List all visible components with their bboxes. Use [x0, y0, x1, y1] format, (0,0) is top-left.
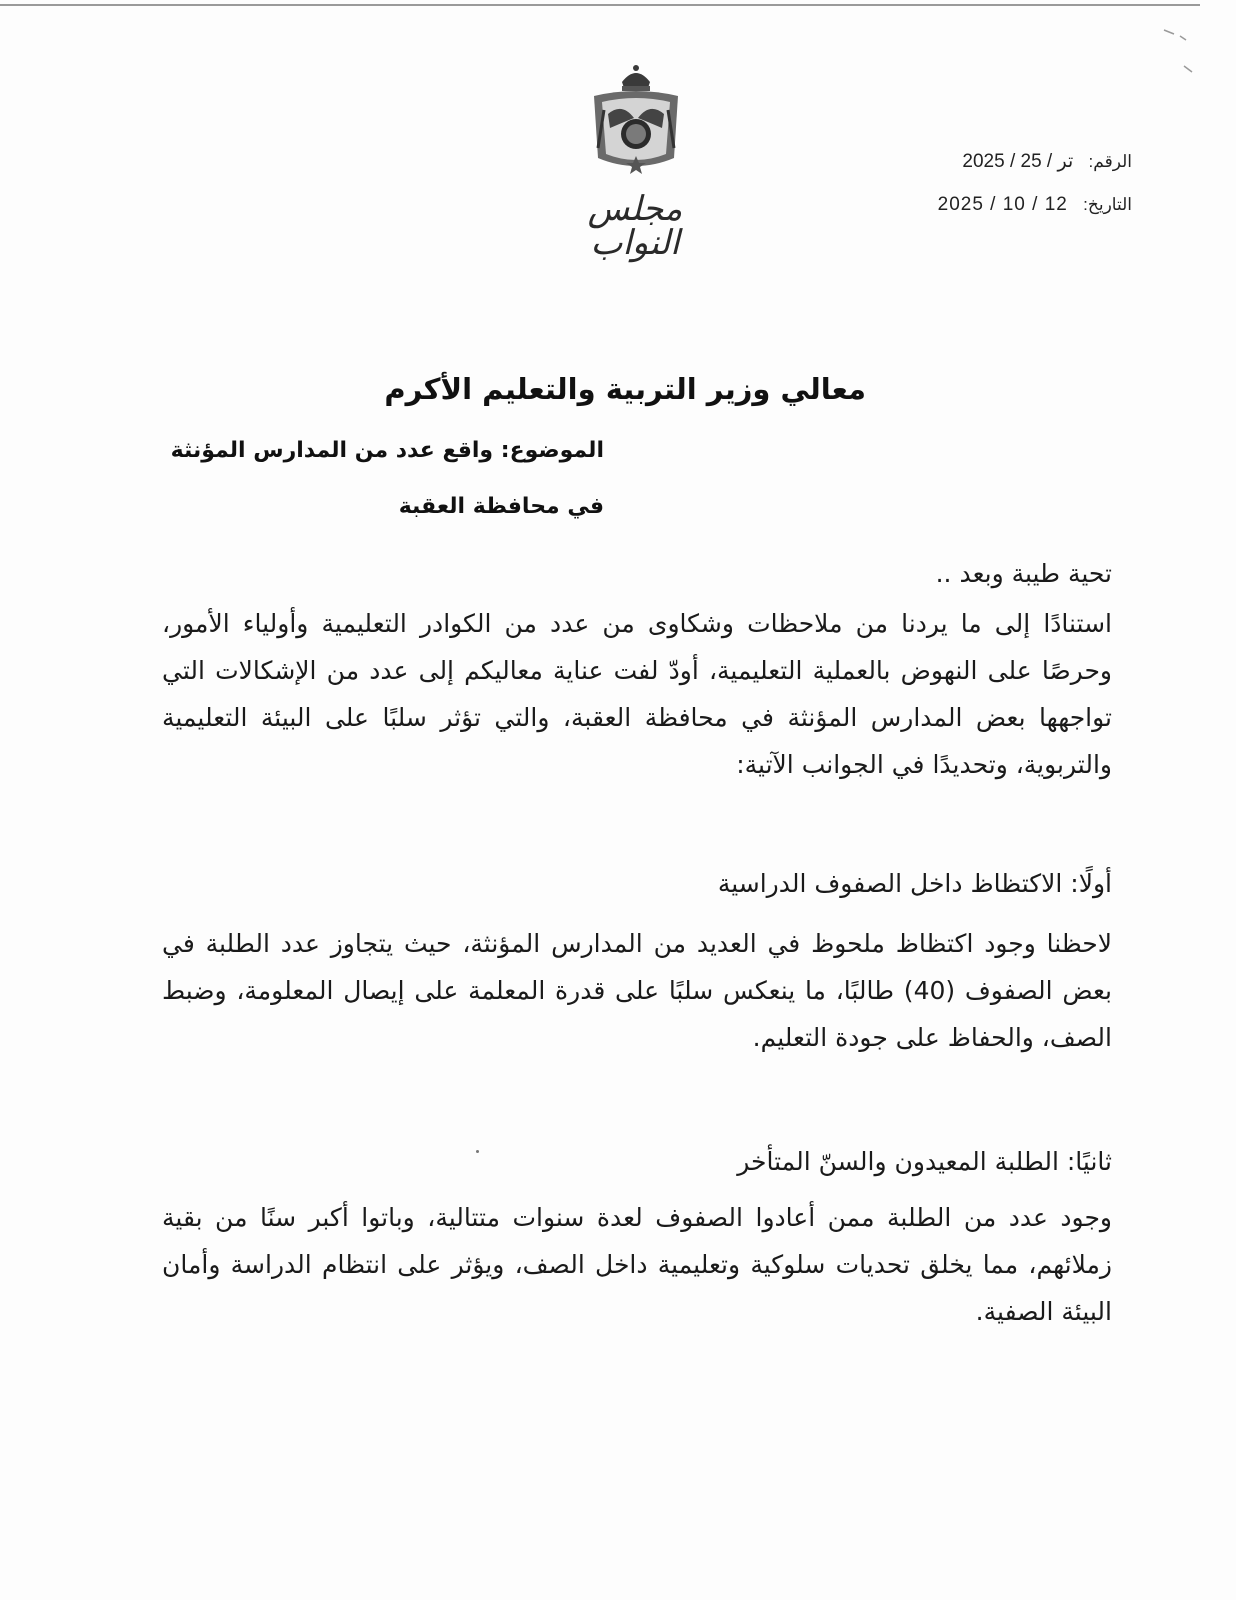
reference-number — [962, 150, 1132, 173]
addressee-title: معالي وزير التربية والتعليم الأكرم — [384, 372, 866, 406]
council-name: مجلس النواب — [587, 189, 683, 263]
coat-of-arms-emblem — [588, 62, 684, 180]
scan-artifact-mark — [1156, 26, 1196, 76]
reference-date — [938, 194, 1132, 216]
reference-number-value: 2025 / تر / 25 — [962, 151, 1074, 172]
reference-date-label: التاريخ: — [1083, 195, 1132, 214]
scan-speck — [476, 1150, 479, 1153]
intro-paragraph: استنادًا إلى ما يردنا من ملاحظات وشكاوى من عدد من الكوادر التعليمية وأولياء الأمور، وحرصًا على النهوض بالعملية التعليمية، أودّ لفت عناية معاليكم إلى عدد من الإشكالات التي تواجهها بعض المدارس المؤنثة في محافظة العقبة، والتي تؤثر سلبًا على البيئة التعليمية والتربوية، وتحديدًا في الجوانب الآتية: — [162, 609, 1112, 779]
subject-line-1: الموضوع: واقع عدد من المدارس المؤنثة — [170, 438, 604, 463]
section-body-second: وجود عدد من الطلبة ممن أعادوا الصفوف لعدة سنوات متتالية، وباتوا أكبر سنًا من بقية زملائهم، مما يخلق تحديات سلوكية وتعليمية داخل الصف، ويؤثر على انتظام الدراسة وأمان البيئة الصفية. — [162, 1203, 1112, 1326]
section-body-first: لاحظنا وجود اكتظاظ ملحوظ في العديد من المدارس المؤنثة، حيث يتجاوز عدد الطلبة في بعض الصفوف (40) طالبًا، ما ينعكس سلبًا على قدرة المعلمة على إيصال المعلومة، وضبط الصف، والحفاظ على جودة التعليم. — [162, 929, 1112, 1052]
reference-number-label: الرقم: — [1088, 152, 1132, 171]
section-heading-first: أولًا: الاكتظاظ داخل الصفوف الدراسية — [717, 869, 1112, 898]
greeting: تحية طيبة وبعد .. — [935, 559, 1112, 588]
section-heading-second: ثانيًا: الطلبة المعيدون والسنّ المتأخر — [737, 1147, 1112, 1176]
top-border-line — [0, 4, 1200, 6]
reference-date-value: 2025 / 10 / 12 — [937, 194, 1068, 215]
subject-line-2: في محافظة العقبة — [398, 494, 604, 519]
